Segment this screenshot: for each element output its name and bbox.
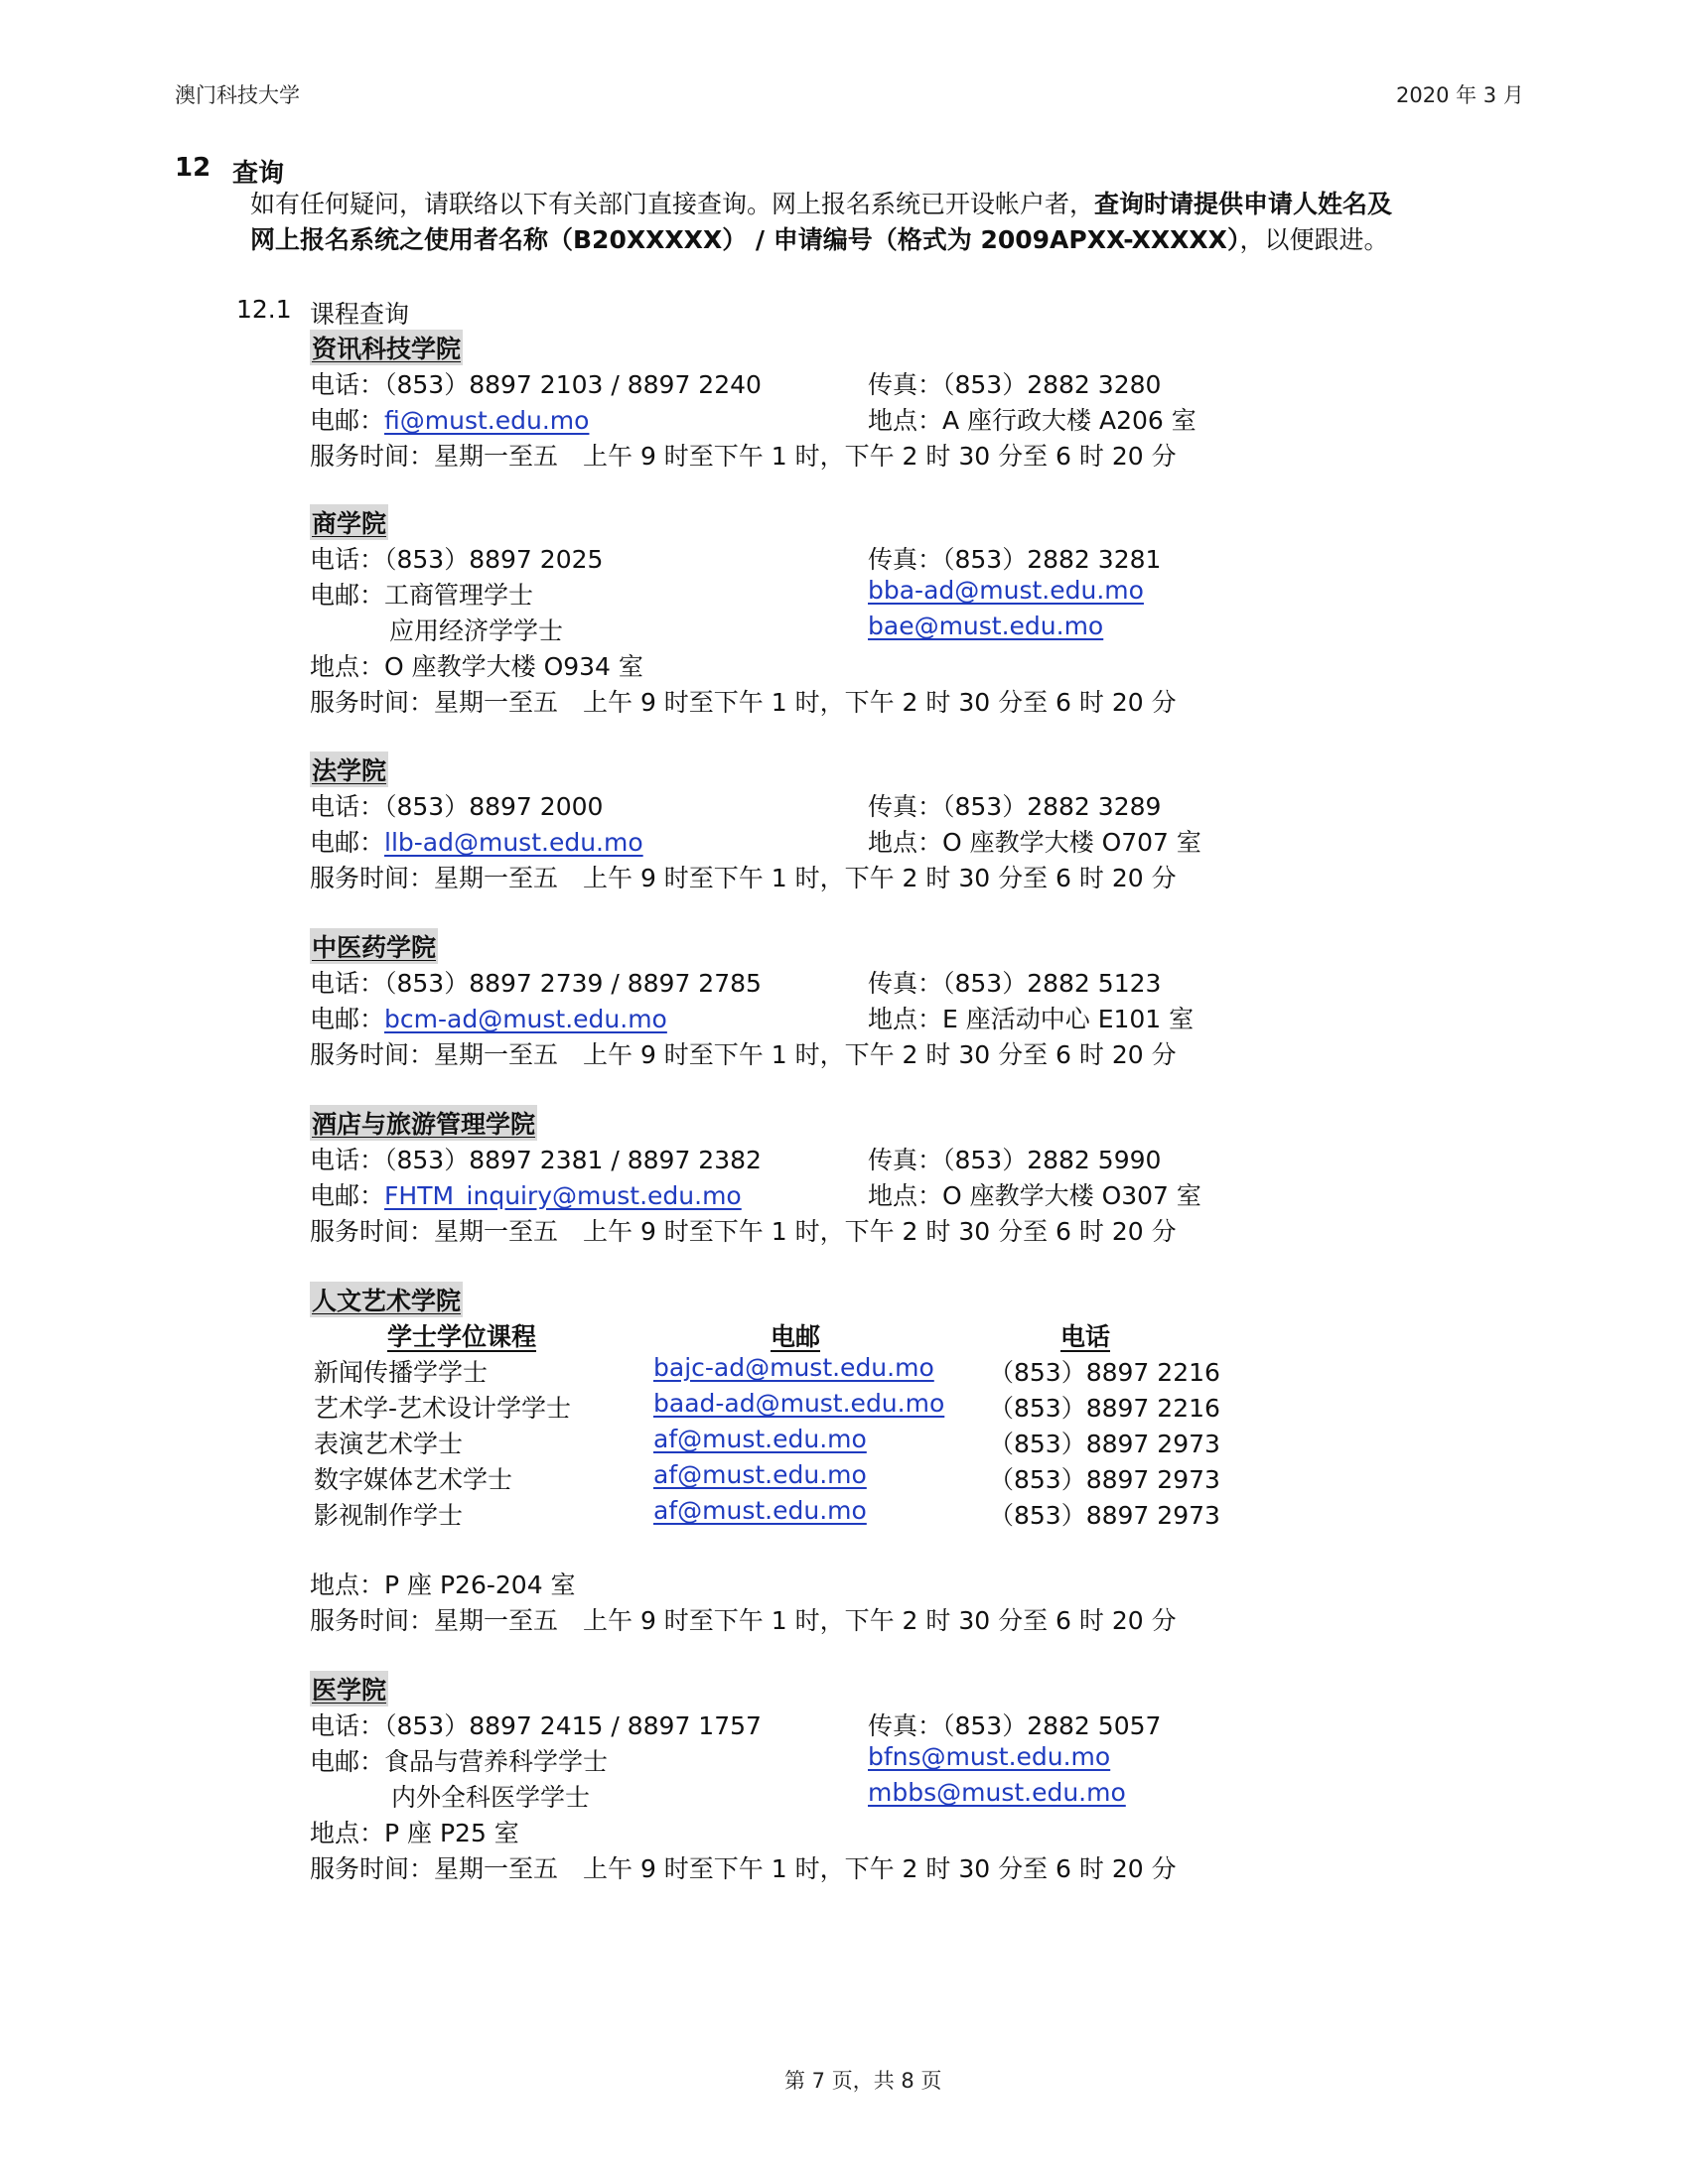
arts-row-phone: （853）8897 2973 bbox=[989, 1465, 1220, 1494]
arts-row-program: 表演艺术学士 bbox=[314, 1430, 464, 1458]
law-location: 地点：O 座教学大楼 O707 室 bbox=[868, 828, 1201, 857]
header-date: 2020 年 3 月 bbox=[1396, 83, 1524, 107]
medicine-fax: 传真：（853）2882 5057 bbox=[868, 1711, 1162, 1740]
law-email-label: 电邮： bbox=[310, 828, 385, 857]
intro-bold-1: 查询时请提供申请人姓名及 bbox=[1094, 190, 1393, 218]
business-program-1: 工商管理学士 bbox=[384, 581, 534, 610]
fi-email-label: 电邮： bbox=[310, 406, 385, 435]
tcm-phone: 电话：（853）8897 2739 / 8897 2785 bbox=[310, 969, 762, 998]
law-email-row bbox=[310, 823, 643, 859]
fhtm-fax: 传真：（853）2882 5990 bbox=[868, 1146, 1162, 1174]
arts-row-program: 数字媒体艺术学士 bbox=[314, 1465, 513, 1494]
tcm-email-link[interactable]: bcm-ad@must.edu.mo bbox=[384, 1005, 667, 1033]
page-number-footer: 第 7 页，共 8 页 bbox=[784, 2069, 942, 2093]
section-intro-line1 bbox=[250, 187, 1392, 222]
law-fax: 传真：（853）2882 3289 bbox=[868, 792, 1162, 821]
fi-location: 地点：A 座行政大楼 A206 室 bbox=[868, 406, 1196, 435]
medicine-phone: 电话：（853）8897 2415 / 8897 1757 bbox=[310, 1711, 762, 1740]
medicine-email-2-link[interactable]: mbbs@must.edu.mo bbox=[868, 1778, 1126, 1807]
medicine-program-2: 内外全科医学学士 bbox=[391, 1783, 591, 1812]
arts-row-phone: （853）8897 2973 bbox=[989, 1501, 1220, 1530]
law-email-link[interactable]: llb-ad@must.edu.mo bbox=[384, 828, 643, 857]
faculty-name-medicine: 医学院 bbox=[310, 1671, 388, 1706]
subsection-number: 12.1 bbox=[236, 295, 292, 324]
section-intro-line2 bbox=[250, 222, 1388, 258]
arts-row-email-link[interactable]: af@must.edu.mo bbox=[653, 1496, 867, 1525]
fhtm-email-label: 电邮： bbox=[310, 1181, 385, 1210]
medicine-program-1-row bbox=[310, 1742, 608, 1778]
intro-plain-2: ，以便跟进。 bbox=[1239, 225, 1389, 254]
tcm-email-row bbox=[310, 1000, 667, 1035]
business-program-2: 应用经济学学士 bbox=[389, 616, 564, 645]
medicine-location: 地点：P 座 P25 室 bbox=[310, 1819, 519, 1847]
section-number: 12 bbox=[175, 153, 211, 183]
arts-header-phone: 电话 bbox=[1060, 1322, 1111, 1351]
fi-phone: 电话：（853）8897 2103 / 8897 2240 bbox=[310, 370, 762, 399]
fi-fax: 传真：（853）2882 3280 bbox=[868, 370, 1162, 399]
fi-hours: 服务时间：星期一至五 上午 9 时至下午 1 时，下午 2 时 30 分至 6 时 20 分 bbox=[310, 442, 1177, 471]
law-hours: 服务时间：星期一至五 上午 9 时至下午 1 时，下午 2 时 30 分至 6 时 20 分 bbox=[310, 864, 1177, 892]
medicine-hours: 服务时间：星期一至五 上午 9 时至下午 1 时，下午 2 时 30 分至 6 时 20 分 bbox=[310, 1854, 1177, 1883]
arts-row-phone: （853）8897 2216 bbox=[989, 1394, 1220, 1423]
business-program-1-row bbox=[310, 576, 533, 612]
faculty-name-fhtm: 酒店与旅游管理学院 bbox=[310, 1105, 537, 1141]
arts-header-program: 学士学位课程 bbox=[387, 1322, 537, 1351]
intro-plain-1: 如有任何疑问，请联络以下有关部门直接查询。网上报名系统已开设帐户者， bbox=[250, 190, 1095, 218]
business-email-label: 电邮： bbox=[310, 581, 385, 610]
arts-row-email-link[interactable]: af@must.edu.mo bbox=[653, 1425, 867, 1453]
business-location: 地点：O 座教学大楼 O934 室 bbox=[310, 652, 643, 681]
tcm-fax: 传真：（853）2882 5123 bbox=[868, 969, 1162, 998]
business-phone: 电话：（853）8897 2025 bbox=[310, 545, 604, 574]
fhtm-hours: 服务时间：星期一至五 上午 9 时至下午 1 时，下午 2 时 30 分至 6 时 20 分 bbox=[310, 1217, 1177, 1246]
business-email-1-link[interactable]: bba-ad@must.edu.mo bbox=[868, 576, 1144, 605]
fi-email-row bbox=[310, 401, 589, 437]
fhtm-location: 地点：O 座教学大楼 O307 室 bbox=[868, 1181, 1201, 1210]
fhtm-email-link[interactable]: FHTM_inquiry@must.edu.mo bbox=[384, 1181, 742, 1210]
arts-row-program: 影视制作学士 bbox=[314, 1501, 464, 1530]
arts-row-phone: （853）8897 2216 bbox=[989, 1358, 1220, 1387]
arts-row-email-link[interactable]: af@must.edu.mo bbox=[653, 1460, 867, 1489]
header-institution: 澳门科技大学 bbox=[175, 83, 300, 107]
arts-header-email: 电邮 bbox=[771, 1322, 821, 1351]
faculty-name-law: 法学院 bbox=[310, 751, 388, 787]
medicine-email-label: 电邮： bbox=[310, 1747, 385, 1776]
arts-row-phone: （853）8897 2973 bbox=[989, 1430, 1220, 1458]
arts-row-program: 艺术学-艺术设计学学士 bbox=[314, 1394, 572, 1423]
tcm-location: 地点：E 座活动中心 E101 室 bbox=[868, 1005, 1195, 1033]
fhtm-email-row bbox=[310, 1176, 742, 1212]
arts-row-email-link[interactable]: baad-ad@must.edu.mo bbox=[653, 1389, 945, 1418]
arts-location: 地点：P 座 P26-204 室 bbox=[310, 1570, 576, 1599]
fhtm-phone: 电话：（853）8897 2381 / 8897 2382 bbox=[310, 1146, 762, 1174]
business-email-2-link[interactable]: bae@must.edu.mo bbox=[868, 612, 1104, 640]
tcm-hours: 服务时间：星期一至五 上午 9 时至下午 1 时，下午 2 时 30 分至 6 时 20 分 bbox=[310, 1040, 1177, 1069]
fi-email-link[interactable]: fi@must.edu.mo bbox=[384, 406, 590, 435]
section-title: 查询 bbox=[232, 159, 285, 189]
faculty-name-fi: 资讯科技学院 bbox=[310, 330, 463, 365]
arts-row-email-link[interactable]: bajc-ad@must.edu.mo bbox=[653, 1353, 934, 1382]
faculty-name-arts: 人文艺术学院 bbox=[310, 1282, 463, 1317]
law-phone: 电话：（853）8897 2000 bbox=[310, 792, 604, 821]
business-hours: 服务时间：星期一至五 上午 9 时至下午 1 时，下午 2 时 30 分至 6 时 20 分 bbox=[310, 688, 1177, 717]
tcm-email-label: 电邮： bbox=[310, 1005, 385, 1033]
arts-hours: 服务时间：星期一至五 上午 9 时至下午 1 时，下午 2 时 30 分至 6 时 20 分 bbox=[310, 1606, 1177, 1635]
faculty-name-tcm: 中医药学院 bbox=[310, 928, 438, 964]
subsection-title: 课程查询 bbox=[310, 300, 410, 329]
arts-row-program: 新闻传播学学士 bbox=[314, 1358, 489, 1387]
intro-bold-2: 网上报名系统之使用者名称（B20XXXXX） / 申请编号（格式为 2009APXX-XXXXX） bbox=[250, 225, 1240, 254]
medicine-program-1: 食品与营养科学学士 bbox=[384, 1747, 609, 1776]
business-fax: 传真：（853）2882 3281 bbox=[868, 545, 1162, 574]
faculty-name-business: 商学院 bbox=[310, 504, 388, 540]
medicine-email-1-link[interactable]: bfns@must.edu.mo bbox=[868, 1742, 1111, 1771]
